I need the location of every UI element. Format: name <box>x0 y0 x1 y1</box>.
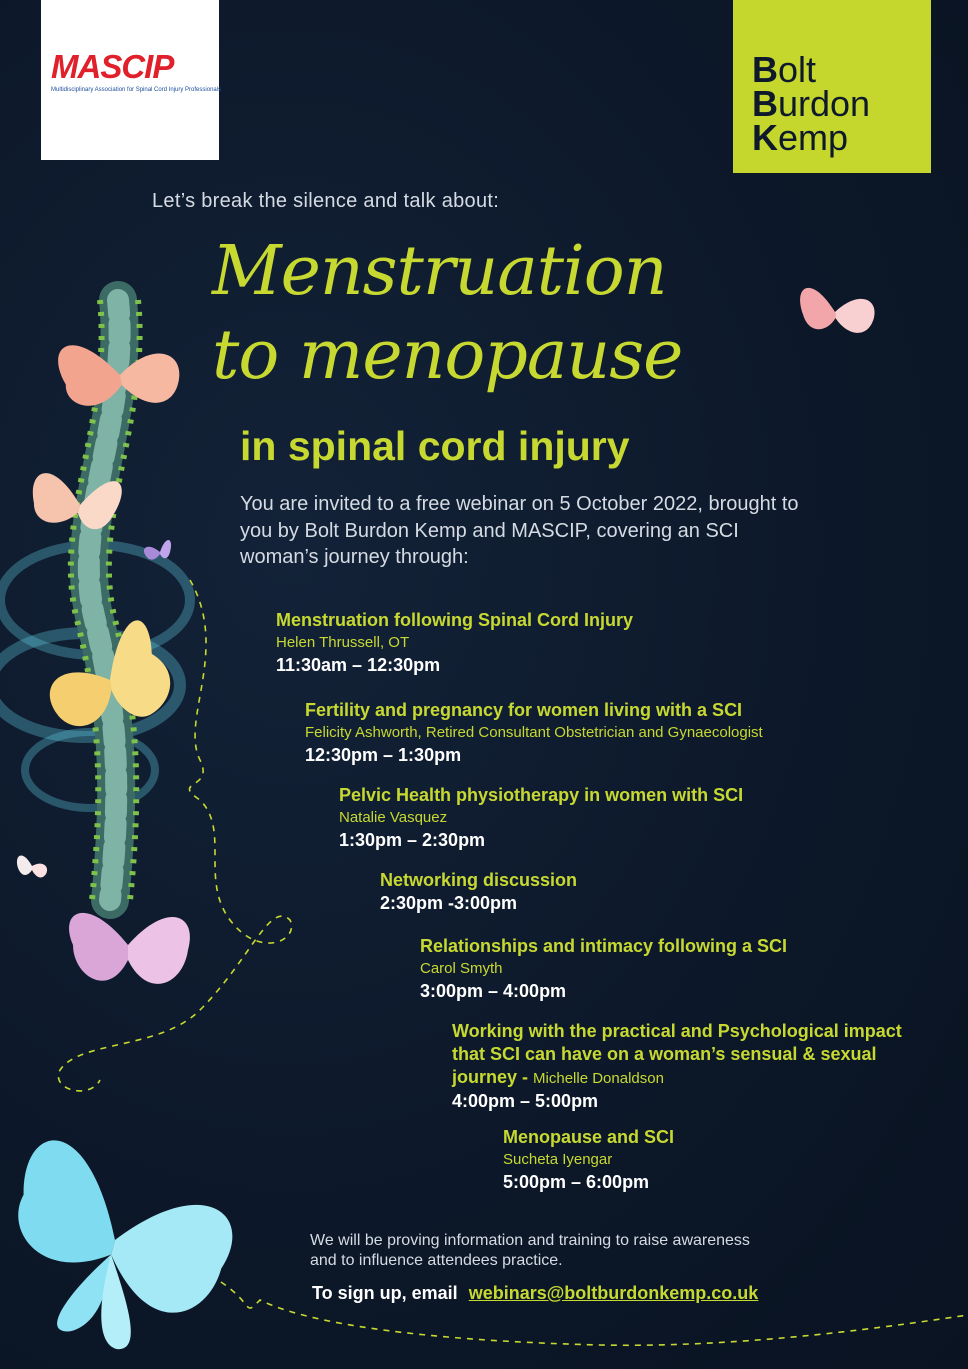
session-speaker: Sucheta Iyengar <box>503 1151 613 1168</box>
session-title: Menopause and SCI <box>503 1127 675 1147</box>
closing-paragraph: We will be proving information and training to raise awareness and to influence attendees practice. <box>310 1232 750 1269</box>
session-time: 11:30am – 12:30pm <box>276 655 441 675</box>
session-6 <box>452 1020 902 1113</box>
butterfly-pink <box>69 913 190 984</box>
session-speaker: Helen Thrussell, OT <box>276 634 410 651</box>
bbk-line-1: Bolt <box>752 49 817 90</box>
butterfly-white-small <box>17 855 47 877</box>
session-time: 5:00pm – 6:00pm <box>503 1172 650 1192</box>
session-5 <box>420 935 787 1003</box>
mascip-wordmark: MASCIP <box>51 48 174 85</box>
session-4 <box>380 869 577 915</box>
signup-label: To sign up, email <box>312 1283 458 1303</box>
intro-text: Let’s break the silence and talk about: <box>152 190 500 212</box>
session-speaker: Felicity Ashworth, Retired Consultant Obstetrician and Gynaecologist <box>305 724 763 741</box>
invite-paragraph: You are invited to a free webinar on 5 October 2022, brought to you by Bolt Burdon Kemp and MASCIP, covering an SCI woman’s journey through: <box>240 493 799 568</box>
session-title: Networking discussion <box>380 870 578 890</box>
session-2 <box>305 699 763 767</box>
butterfly-pink-right <box>799 282 876 337</box>
signup-line <box>312 1283 758 1304</box>
session-speaker: Carol Smyth <box>420 960 503 977</box>
session-title: Working with the practical and Psychological impact that SCI can have on a woman’s sensual & sexual journey - Michelle Donaldson <box>452 1021 902 1087</box>
session-title: Menstruation following Spinal Cord Injury <box>276 610 633 630</box>
bbk-line-3: Kemp <box>752 117 849 158</box>
session-time: 1:30pm – 2:30pm <box>339 830 486 850</box>
session-title: Fertility and pregnancy for women living with a SCI <box>305 700 743 720</box>
session-time: 4:00pm – 5:00pm <box>452 1091 599 1111</box>
title-line-2: to menopause <box>212 316 683 395</box>
session-time: 12:30pm – 1:30pm <box>305 745 462 765</box>
butterfly-cyan-large <box>0 1135 246 1369</box>
session-speaker: Natalie Vasquez <box>339 809 448 826</box>
mascip-subtitle: Multidisciplinary Association for Spinal Cord Injury Professionals <box>51 87 222 93</box>
title-line-1: Menstruation <box>212 232 667 311</box>
session-7 <box>503 1126 674 1194</box>
session-title: Relationships and intimacy following a SCI <box>420 936 788 956</box>
butterfly-lilac-small <box>144 540 171 560</box>
session-time: 2:30pm -3:00pm <box>380 893 518 913</box>
session-title: Pelvic Health physiotherapy in women with SCI <box>339 785 744 805</box>
subtitle: in spinal cord injury <box>240 423 630 469</box>
bolt-burdon-kemp-logo <box>733 0 931 173</box>
session-speaker: Michelle Donaldson <box>533 1070 664 1087</box>
session-time: 3:00pm – 4:00pm <box>420 981 567 1001</box>
mascip-logo <box>41 0 222 160</box>
bbk-line-2: Burdon <box>752 83 871 124</box>
session-1 <box>276 609 633 677</box>
session-3 <box>339 784 743 852</box>
signup-email-link[interactable]: webinars@boltburdonkemp.co.uk <box>468 1283 759 1303</box>
